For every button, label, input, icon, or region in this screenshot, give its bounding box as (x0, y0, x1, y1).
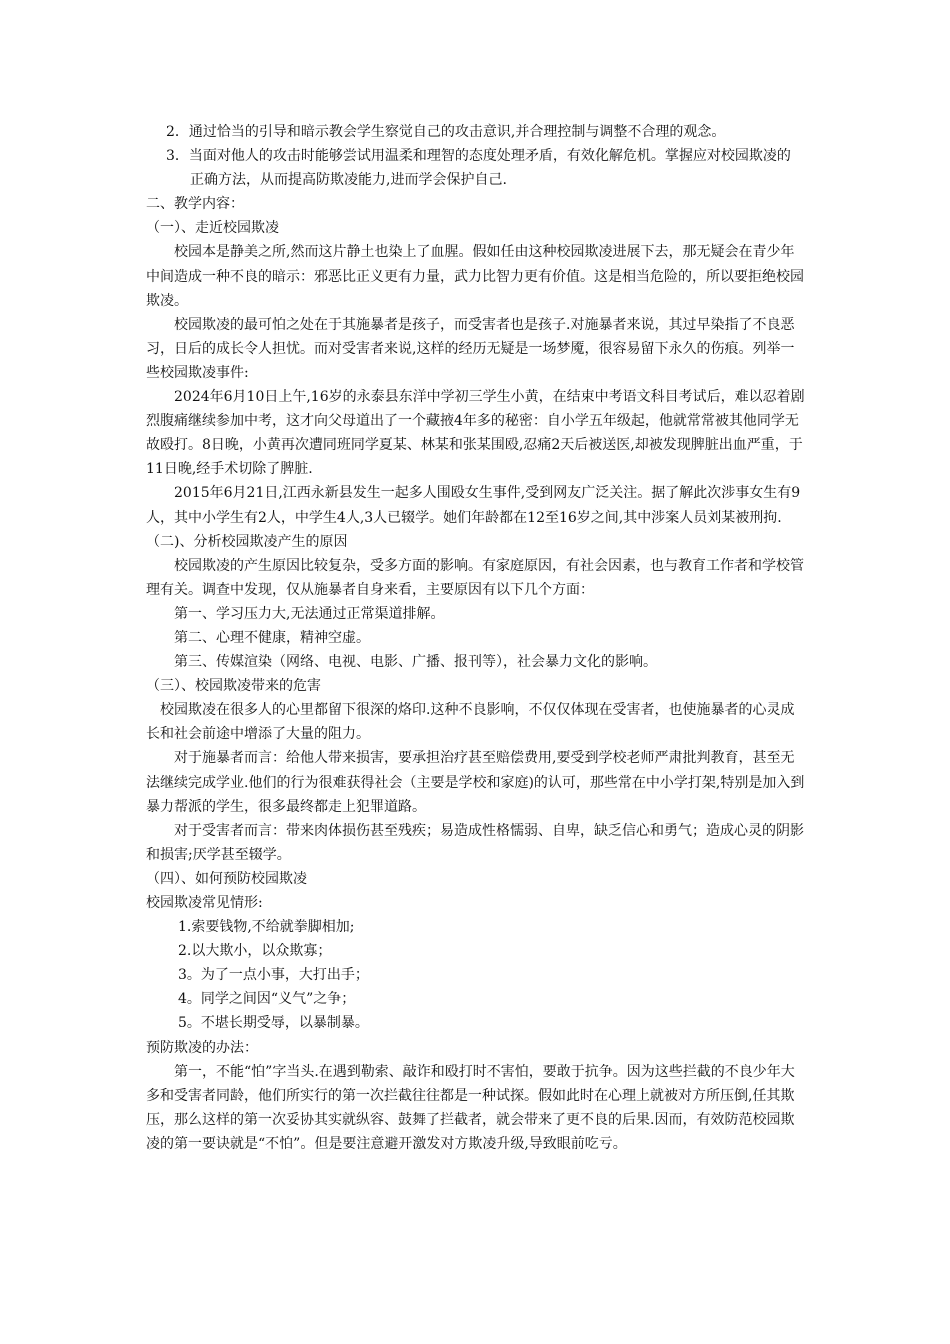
objective-2: 2．通过恰当的引导和暗示教会学生察觉自己的攻击意识,并合理控制与调整不合理的观念。 (166, 124, 726, 140)
case-item-1: 1.索要钱物,不给就拳脚相加; (178, 919, 355, 936)
part2-reason-2: 第二、心理不健康，精神空虚。 (174, 629, 370, 646)
part3-paragraph-2: 对于施暴者而言：给他人带来损害，要承担治疗甚至赔偿费用,要受到学校老师严肃批判教育，甚至无法继续完成学业.他们的行为很难获得社会（主要是学校和家庭)的认可，那些常在中小学打架,特别是加入到暴力帮派的学生，很多最终都走上犯罪道路。 (146, 750, 805, 815)
prevention-methods-title: 预防欺凌的办法： (146, 1039, 258, 1056)
prevention-method-1: 第一，不能“怕”字当头.在遇到勒索、敲诈和殴打时不害怕，要敢于抗争。因为这些拦截的不良少年大多和受害者同龄，他们所实行的第一次拦截往往都是一种试探。假如此时在心理上就被对方所压倒,任其欺压，那么这样的第一次妥协其实就纵容、鼓舞了拦截者，就会带来了更不良的后果.因而，有效防范校园欺凌的第一要诀就是“不怕”。但是要注意避开激发对方欺凌升级,导致眼前吃亏。 (146, 1063, 795, 1152)
document-body (146, 120, 808, 1156)
case-item-5: 5。不堪长期受辱，以暴制暴。 (178, 1015, 369, 1032)
part1-title: （一）、走近校园欺凌 (146, 220, 279, 237)
case-item-4: 4。同学之间因“义气”之争； (178, 991, 356, 1008)
objective-3-continued: 正确方法，从而提高防欺凌能力,进而学会保护自己. (190, 172, 507, 189)
part3-paragraph-1: 校园欺凌在很多人的心里都留下很深的烙印.这种不良影响，不仅仅体现在受害者，也使施暴者的心灵成长和社会前途中增添了大量的阻力。 (146, 702, 795, 743)
part1-paragraph-1: 校园本是静美之所,然而这片静土也染上了血腥。假如任由这种校园欺凌进展下去，那无疑会在青少年中间造成一种不良的暗示：邪恶比正义更有力量，武力比智力更有价值。这是相当危险的，所以要拒绝校园欺凌。 (146, 244, 804, 309)
part2-reason-1: 第一、学习压力大,无法通过正常渠道排解。 (174, 605, 445, 622)
part1-paragraph-2: 校园欺凌的最可怕之处在于其施暴者是孩子，而受害者也是孩子.对施暴者来说，其过早染指了不良恶习，日后的成长令人担忧。而对受害者来说,这样的经历无疑是一场梦魇，很容易留下永久的伤痕。列举一些校园欺凌事件: (146, 316, 795, 381)
case-item-3: 3。为了一点小事，大打出手； (178, 967, 369, 984)
part2-title: （二)、分析校园欺凌产生的原因 (146, 533, 348, 550)
part2-reason-3: 第三、传媒渲染（网络、电视、电影、广播、报刊等），社会暴力文化的影响。 (174, 654, 657, 671)
section-two-title: 二、教学内容： (146, 196, 244, 213)
objective-3: 3．当面对他人的攻击时能够尝试用温柔和理智的态度处理矛盾，有效化解危机。掌握应对校园欺凌的 (166, 148, 791, 165)
part1-paragraph-4: 2015年6月21日,江西永新县发生一起多人围殴女生事件,受到网友广泛关注。据了解此次涉事女生有9人，其中小学生有2人，中学生4人,3人已辍学。她们年龄都在12至16岁之间,其中涉案人员刘某被刑拘. (146, 485, 801, 526)
case-item-2: 2.以大欺小，以众欺寡； (178, 943, 332, 960)
part3-paragraph-3: 对于受害者而言：带来肉体损伤甚至残疾；易造成性格懦弱、自卑，缺乏信心和勇气；造成心灵的阴影和损害;厌学甚至辍学。 (146, 822, 804, 863)
part4-title: （四）、如何预防校园欺凌 (146, 870, 307, 887)
common-cases-title: 校园欺凌常见情形: (146, 895, 263, 911)
part3-title: （三）、校园欺凌带来的危害 (146, 678, 321, 695)
part1-paragraph-3: 2024年6月10日上午,16岁的永泰县东洋中学初三学生小黄，在结束中考语文科目考试后，难以忍着剧烈腹痛继续参加中考，这才向父母道出了一个藏掖4年多的秘密：自小学五年级起，他就常常被其他同学无故殴打。8日晚，小黄再次遭同班同学夏某、林某和张某围殴,忍痛2天后被送医,却被发现脾脏出血严重，于11日晚,经手术切除了脾脏. (146, 389, 805, 478)
part2-paragraph-1: 校园欺凌的产生原因比较复杂，受多方面的影响。有家庭原因，有社会因素，也与教育工作者和学校管理有关。调查中发现，仅从施暴者自身来看，主要原因有以下几个方面： (146, 557, 804, 598)
